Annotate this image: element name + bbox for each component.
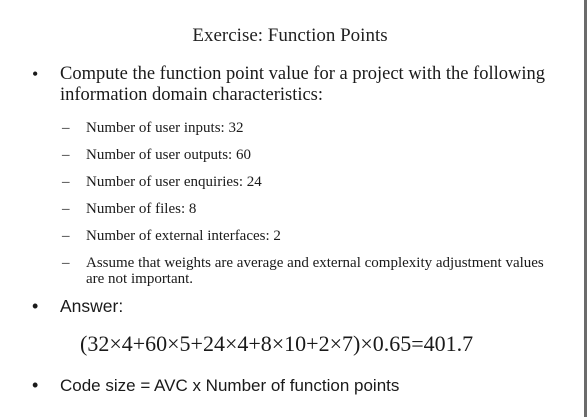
list-item-external-interfaces (62, 228, 556, 244)
list-item-text: Assume that weights are average and external complexity adjustment values are not important. (86, 255, 544, 287)
list-item-assumption (62, 255, 556, 287)
list-item-user-outputs (62, 147, 556, 163)
list-item-text: Number of user enquiries: 24 (86, 174, 262, 190)
list-item-user-enquiries (62, 174, 556, 190)
list-item-files (62, 201, 556, 217)
list-item-text: Number of user inputs: 32 (86, 120, 244, 136)
dash-glyph: – (62, 120, 70, 136)
dash-glyph: – (62, 174, 70, 190)
bullet-answer (32, 296, 360, 317)
dash-glyph: – (62, 147, 70, 163)
bullet-dot: • (32, 64, 39, 84)
answer-formula: (32×4+60×5+24×4+8×10+2×7)×0.65=401.7 (80, 331, 474, 356)
bullet-dot: • (32, 375, 39, 395)
bullet-dot: • (32, 296, 39, 316)
bullet-compute-text: Compute the function point value for a project with the following information domain characteristics: (60, 64, 546, 105)
list-item-text: Number of user outputs: 60 (86, 147, 251, 163)
list-item-user-inputs (62, 120, 556, 136)
slide-title: Exercise: Function Points (192, 25, 388, 46)
dash-glyph: – (62, 228, 70, 244)
dash-glyph: – (62, 255, 70, 271)
bullet-code-size (32, 375, 560, 396)
bullet-answer-text: Answer: (60, 296, 124, 316)
list-item-text: Number of files: 8 (86, 201, 197, 217)
bullet-code-size-text: Code size = AVC x Number of function points (60, 376, 400, 395)
bullet-compute (32, 64, 560, 106)
list-item-text: Number of external interfaces: 2 (86, 228, 281, 244)
dash-glyph: – (62, 201, 70, 217)
